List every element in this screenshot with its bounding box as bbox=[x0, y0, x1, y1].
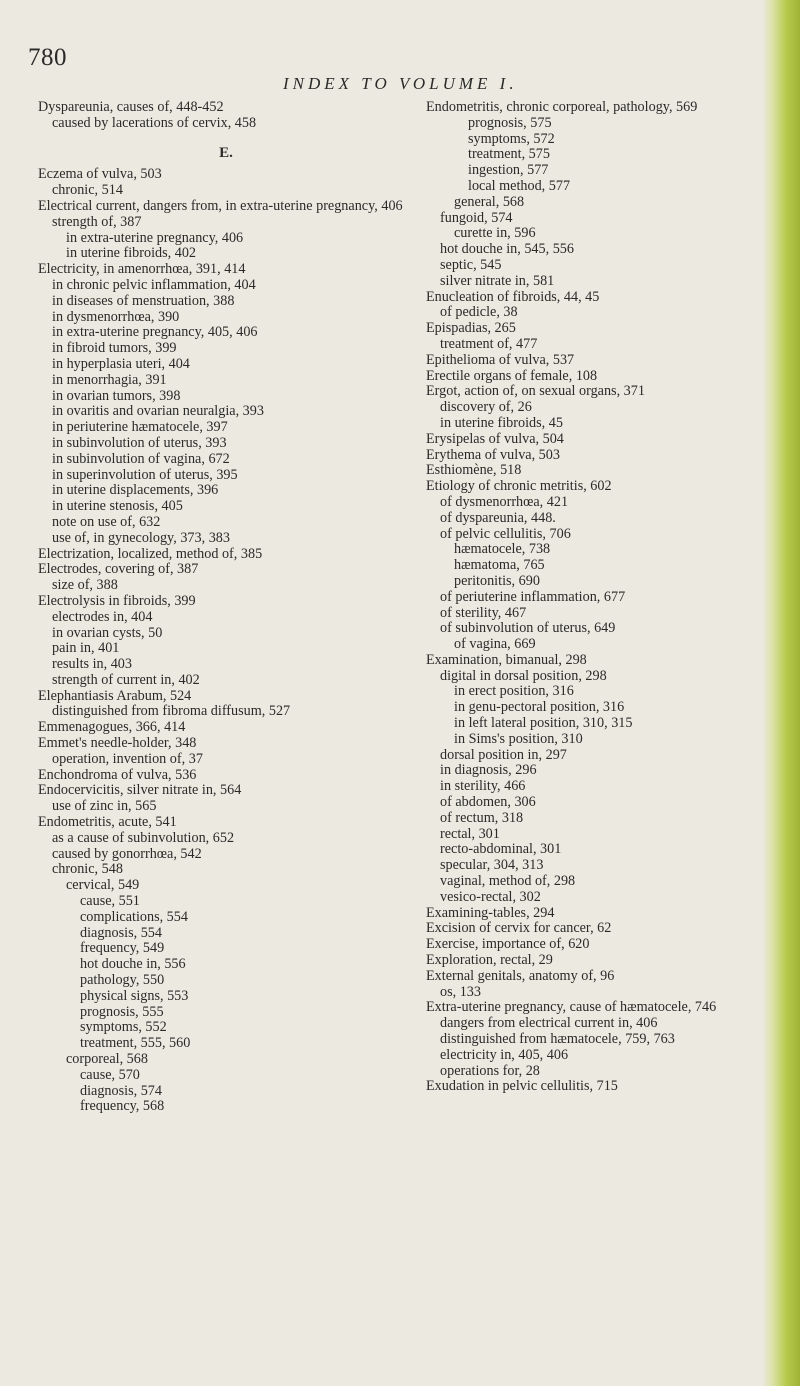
right-index-column bbox=[426, 100, 756, 1095]
index-entry: general, 568 bbox=[454, 193, 525, 210]
index-entry: in periuterine hæmatocele, 397 bbox=[52, 419, 228, 436]
index-entry: Endometritis, chronic corporeal, pathology, 569 bbox=[426, 99, 698, 115]
index-entry: in Sims's position, 310 bbox=[454, 730, 583, 747]
index-entry: diagnosis, 574 bbox=[80, 1082, 162, 1099]
index-entry: complications, 554 bbox=[80, 908, 188, 925]
index-entry: of dyspareunia, 448. bbox=[440, 509, 556, 526]
index-entry: Eczema of vulva, 503 bbox=[38, 166, 162, 183]
index-entry: in extra-uterine pregnancy, 406 bbox=[66, 229, 244, 246]
index-entry: corporeal, 568 bbox=[66, 1051, 148, 1068]
index-entry: electricity in, 405, 406 bbox=[440, 1046, 569, 1063]
index-entry: in uterine displacements, 396 bbox=[52, 482, 219, 499]
index-entry: hæmatoma, 765 bbox=[454, 557, 545, 574]
index-entry: in menorrhagia, 391 bbox=[52, 371, 167, 388]
index-entry: frequency, 568 bbox=[80, 1098, 165, 1115]
index-entry: use of, in gynecology, 373, 383 bbox=[52, 529, 230, 546]
index-entry: Epispadias, 265 bbox=[426, 320, 516, 337]
index-entry: Exploration, rectal, 29 bbox=[426, 952, 553, 969]
index-entry: treatment, 555, 560 bbox=[80, 1035, 191, 1052]
index-entry: hot douche in, 556 bbox=[80, 956, 186, 973]
index-entry: in hyperplasia uteri, 404 bbox=[52, 355, 190, 372]
index-entry: Enucleation of fibroids, 44, 45 bbox=[426, 288, 600, 305]
index-entry: electrodes in, 404 bbox=[52, 608, 153, 625]
index-entry: in ovarian cysts, 50 bbox=[52, 624, 163, 641]
index-entry: Electrical current, dangers from, in extra-uterine pregnancy, 406 bbox=[38, 197, 403, 214]
index-entry: Ergot, action of, on sexual organs, 371 bbox=[426, 383, 645, 400]
index-entry: vaginal, method of, 298 bbox=[440, 873, 576, 890]
index-entry: fungoid, 574 bbox=[440, 209, 513, 226]
index-entry: in ovaritis and ovarian neuralgia, 393 bbox=[52, 403, 264, 420]
index-entry: in chronic pelvic inflammation, 404 bbox=[52, 276, 256, 293]
index-entry: os, 133 bbox=[440, 983, 481, 1000]
index-entry: of vagina, 669 bbox=[454, 636, 536, 653]
index-entry: of periuterine inflammation, 677 bbox=[440, 588, 626, 605]
index-entry: local method, 577 bbox=[468, 177, 571, 194]
index-entry: in fibroid tumors, 399 bbox=[52, 340, 177, 357]
index-entry: note on use of, 632 bbox=[52, 513, 161, 530]
index-entry: Elephantiasis Arabum, 524 bbox=[38, 687, 192, 704]
index-entry: digital in dorsal position, 298 bbox=[440, 667, 607, 684]
index-entry: of rectum, 318 bbox=[440, 809, 524, 826]
index-entry: hæmatocele, 738 bbox=[454, 541, 551, 558]
index-entry: treatment, 575 bbox=[468, 146, 550, 163]
index-entry: prognosis, 575 bbox=[468, 114, 552, 131]
index-entry: chronic, 514 bbox=[52, 182, 123, 199]
index-entry: peritonitis, 690 bbox=[454, 572, 540, 589]
running-head: INDEX TO VOLUME I. bbox=[283, 74, 518, 93]
index-entry: in genu-pectoral position, 316 bbox=[454, 699, 625, 716]
index-entry: vesico-rectal, 302 bbox=[440, 888, 541, 905]
index-entry: Enchondroma of vulva, 536 bbox=[38, 766, 197, 783]
index-entry: in erect position, 316 bbox=[454, 683, 574, 700]
index-entry: strength of, 387 bbox=[52, 213, 142, 230]
index-entry: use of zinc in, 565 bbox=[52, 798, 157, 815]
index-entry: operation, invention of, 37 bbox=[52, 750, 203, 767]
index-entry: Electricity, in amenorrhœa, 391, 414 bbox=[38, 261, 246, 278]
index-entry: External genitals, anatomy of, 96 bbox=[426, 967, 615, 984]
index-entry: Examining-tables, 294 bbox=[426, 904, 555, 921]
index-entry: recto-abdominal, 301 bbox=[440, 841, 562, 858]
index-entry: pathology, 550 bbox=[80, 972, 165, 989]
index-entry: Extra-uterine pregnancy, cause of hæmatocele, 746 bbox=[426, 999, 717, 1016]
index-entry: discovery of, 26 bbox=[440, 399, 532, 416]
index-entry: in ovarian tumors, 398 bbox=[52, 387, 181, 404]
index-entry: of sterility, 467 bbox=[440, 604, 527, 621]
index-entry: Examination, bimanual, 298 bbox=[426, 651, 587, 668]
index-entry: operations for, 28 bbox=[440, 1062, 540, 1079]
index-entry: septic, 545 bbox=[440, 256, 502, 273]
index-entry: distinguished from hæmatocele, 759, 763 bbox=[440, 1031, 675, 1048]
index-entry: Endocervicitis, silver nitrate in, 564 bbox=[38, 782, 242, 799]
index-entry: symptoms, 572 bbox=[468, 130, 555, 147]
index-entry: results in, 403 bbox=[52, 656, 132, 673]
index-entry: Emmenagogues, 366, 414 bbox=[38, 719, 186, 736]
index-entry: Erysipelas of vulva, 504 bbox=[426, 430, 564, 447]
index-entry: of abdomen, 306 bbox=[440, 794, 536, 811]
index-entry: of dysmenorrhœa, 421 bbox=[440, 493, 569, 510]
index-entry: in subinvolution of vagina, 672 bbox=[52, 450, 230, 467]
index-entry: Dyspareunia, causes of, 448-452 bbox=[38, 99, 224, 115]
index-entry: Etiology of chronic metritis, 602 bbox=[426, 478, 612, 495]
index-entry: Exudation in pelvic cellulitis, 715 bbox=[426, 1078, 618, 1095]
index-entry: of pelvic cellulitis, 706 bbox=[440, 525, 571, 542]
index-entry: Erythema of vulva, 503 bbox=[426, 446, 560, 463]
index-entry: specular, 304, 313 bbox=[440, 857, 544, 874]
index-entry: of pedicle, 38 bbox=[440, 304, 518, 321]
index-entry: silver nitrate in, 581 bbox=[440, 272, 555, 289]
index-entry: ingestion, 577 bbox=[468, 162, 549, 179]
index-entry: caused by gonorrhœa, 542 bbox=[52, 845, 202, 862]
index-entry: physical signs, 553 bbox=[80, 987, 189, 1004]
index-entry: rectal, 301 bbox=[440, 825, 500, 842]
index-entry: caused by lacerations of cervix, 458 bbox=[52, 114, 257, 131]
index-entry: Excision of cervix for cancer, 62 bbox=[426, 920, 612, 937]
index-entry: pain in, 401 bbox=[52, 640, 120, 657]
index-entry: in uterine fibroids, 45 bbox=[440, 414, 563, 431]
index-entry: dangers from electrical current in, 406 bbox=[440, 1015, 658, 1032]
index-entry: Emmet's needle-holder, 348 bbox=[38, 735, 197, 752]
index-entry: in sterility, 466 bbox=[440, 778, 526, 795]
index-entry: Esthiomène, 518 bbox=[426, 462, 522, 479]
index-entry: in left lateral position, 310, 315 bbox=[454, 715, 633, 732]
index-entry: cause, 551 bbox=[80, 893, 140, 910]
index-entry: size of, 388 bbox=[52, 577, 118, 594]
index-entry: in subinvolution of uterus, 393 bbox=[52, 434, 227, 451]
index-entry: in extra-uterine pregnancy, 405, 406 bbox=[52, 324, 258, 341]
index-entry: strength of current in, 402 bbox=[52, 671, 200, 688]
index-entry: as a cause of subinvolution, 652 bbox=[52, 829, 235, 846]
index-entry: Exercise, importance of, 620 bbox=[426, 936, 590, 953]
index-entry: Electrolysis in fibroids, 399 bbox=[38, 592, 196, 609]
page-edge bbox=[762, 0, 800, 1386]
index-entry: Epithelioma of vulva, 537 bbox=[426, 351, 575, 368]
index-entry: cervical, 549 bbox=[66, 877, 140, 894]
index-entry: Erectile organs of female, 108 bbox=[426, 367, 598, 384]
index-entry: in dysmenorrhœa, 390 bbox=[52, 308, 180, 325]
left-index-column bbox=[38, 100, 414, 1115]
index-entry: curette in, 596 bbox=[454, 225, 536, 242]
index-entry: cause, 570 bbox=[80, 1066, 140, 1083]
page-number: 780 bbox=[28, 44, 67, 71]
section-letter: E. bbox=[219, 144, 233, 161]
index-entry: treatment of, 477 bbox=[440, 335, 538, 352]
index-entry: hot douche in, 545, 556 bbox=[440, 241, 574, 258]
index-entry: in uterine stenosis, 405 bbox=[52, 498, 183, 515]
index-entry: distinguished from fibroma diffusum, 527 bbox=[52, 703, 291, 720]
index-entry: in superinvolution of uterus, 395 bbox=[52, 466, 238, 483]
index-entry: in diagnosis, 296 bbox=[440, 762, 537, 779]
index-entry: symptoms, 552 bbox=[80, 1019, 167, 1036]
index-entry: Electrodes, covering of, 387 bbox=[38, 561, 199, 578]
index-entry: prognosis, 555 bbox=[80, 1003, 164, 1020]
index-entry: of subinvolution of uterus, 649 bbox=[440, 620, 616, 637]
index-entry: Electrization, localized, method of, 385 bbox=[38, 545, 263, 562]
index-entry: Endometritis, acute, 541 bbox=[38, 814, 177, 831]
index-entry: frequency, 549 bbox=[80, 940, 165, 957]
index-entry: in uterine fibroids, 402 bbox=[66, 245, 197, 262]
index-entry: in diseases of menstruation, 388 bbox=[52, 292, 235, 309]
index-entry: dorsal position in, 297 bbox=[440, 746, 567, 763]
index-entry: diagnosis, 554 bbox=[80, 924, 162, 941]
index-entry: chronic, 548 bbox=[52, 861, 123, 878]
